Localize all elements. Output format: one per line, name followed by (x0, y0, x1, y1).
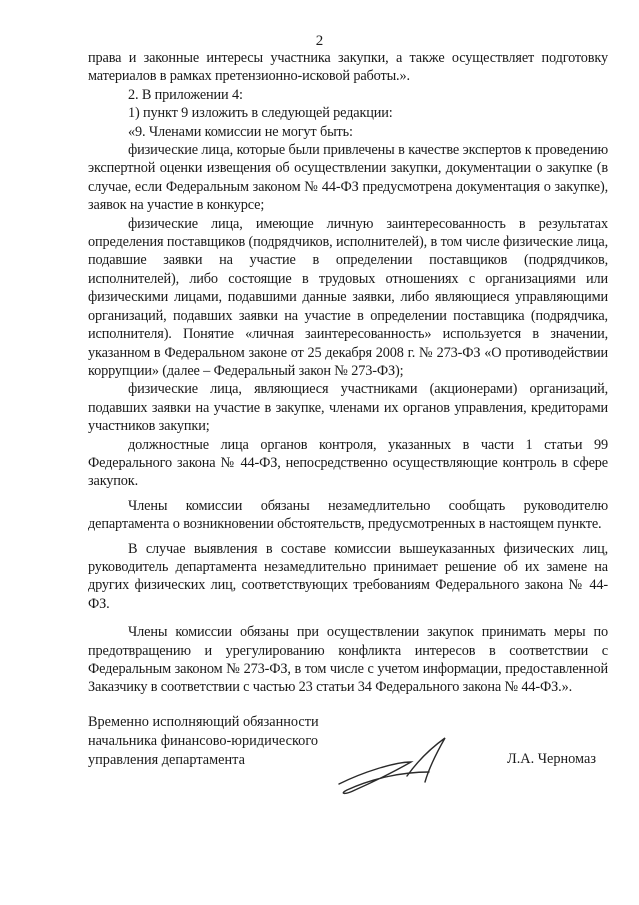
paragraph-appendix-heading: 2. В приложении 4: (128, 86, 243, 103)
signatory-position-line: начальника финансово-юридического (88, 733, 318, 749)
paragraph-notify-duty: Члены комиссии обязаны незамедлительно сообщать руководителю департамента о возникновении обстоятельств, предусмотренных в настоящем пункте. (88, 497, 608, 533)
signatory-position-line: Временно исполняющий обязанности (88, 714, 319, 730)
paragraph-item-1: 1) пункт 9 изложить в следующей редакции: (128, 105, 393, 122)
paragraph-personal-interest: физические лица, имеющие личную заинтересованность в результатах определения поставщиков (подрядчиков, исполнителей), в том числе физические лица, подавшие заявки на участие в определении поставщиков (подрядчиков, исполнителей), либо состоящие в трудовых отношениях с организациями или физическими лицами, подавшими данные заявки, либо являющиеся управляющими организаций, подавших заявки на участие в определении поставщика (подрядчика, исполнителя). Понятие «личная заинтересованность» используется в значении, указанном в Федеральном законе от 25 декабря 2008 г. № 273-ФЗ «О противодействии коррупции» (далее – Федеральный закон № 273-ФЗ); (88, 215, 608, 379)
paragraph-conflict-of-interest: Члены комиссии обязаны при осуществлении закупок принимать меры по предотвращению и урегулированию конфликта интересов в соответствии с Федеральным законом № 273-ФЗ, в том числе с учетом информации, предоставленной Заказчику в соответствии с частью 23 статьи 34 Федерального закона № 44-ФЗ.». (88, 624, 608, 696)
paragraph-experts: физические лица, которые были привлечены в качестве экспертов к проведению экспертной оценки извещения об осуществлении закупки, документации о закупке (в случае, если Федеральным законом № 44-ФЗ предусмотрена документация о закупке), заявок на участие в конкурсе; (88, 142, 608, 214)
paragraph-replacement: В случае выявления в составе комиссии вышеуказанных физических лиц, руководитель департамента незамедлительно принимает решение об их замене на других физических лиц, соответствующих требованиям Федерального закона № 44-ФЗ. (88, 540, 608, 612)
document-body (88, 49, 608, 697)
signatory-position-line: управления департамента (88, 752, 245, 768)
paragraph-control-officials: должностные лица органов контроля, указанных в части 1 статьи 99 Федерального закона № 44-ФЗ, непосредственно осуществляющие контроль в сфере закупок. (88, 436, 608, 490)
paragraph-shareholders: физические лица, являющиеся участниками (акционерами) организаций, подавших заявки на участие в закупке, членами их органов управления, кредиторами участников закупки; (88, 381, 608, 435)
handwritten-signature (333, 732, 473, 802)
paragraph-clause-9-heading: «9. Членами комиссии не могут быть: (128, 123, 353, 140)
signer-name: Л.А. Черномаз (507, 751, 596, 767)
paragraph-continuation: права и законные интересы участника закупки, а также осуществляет подготовку материалов в рамках претензионно-исковой работы.». (88, 50, 608, 85)
page-number: 2 (315, 33, 324, 49)
